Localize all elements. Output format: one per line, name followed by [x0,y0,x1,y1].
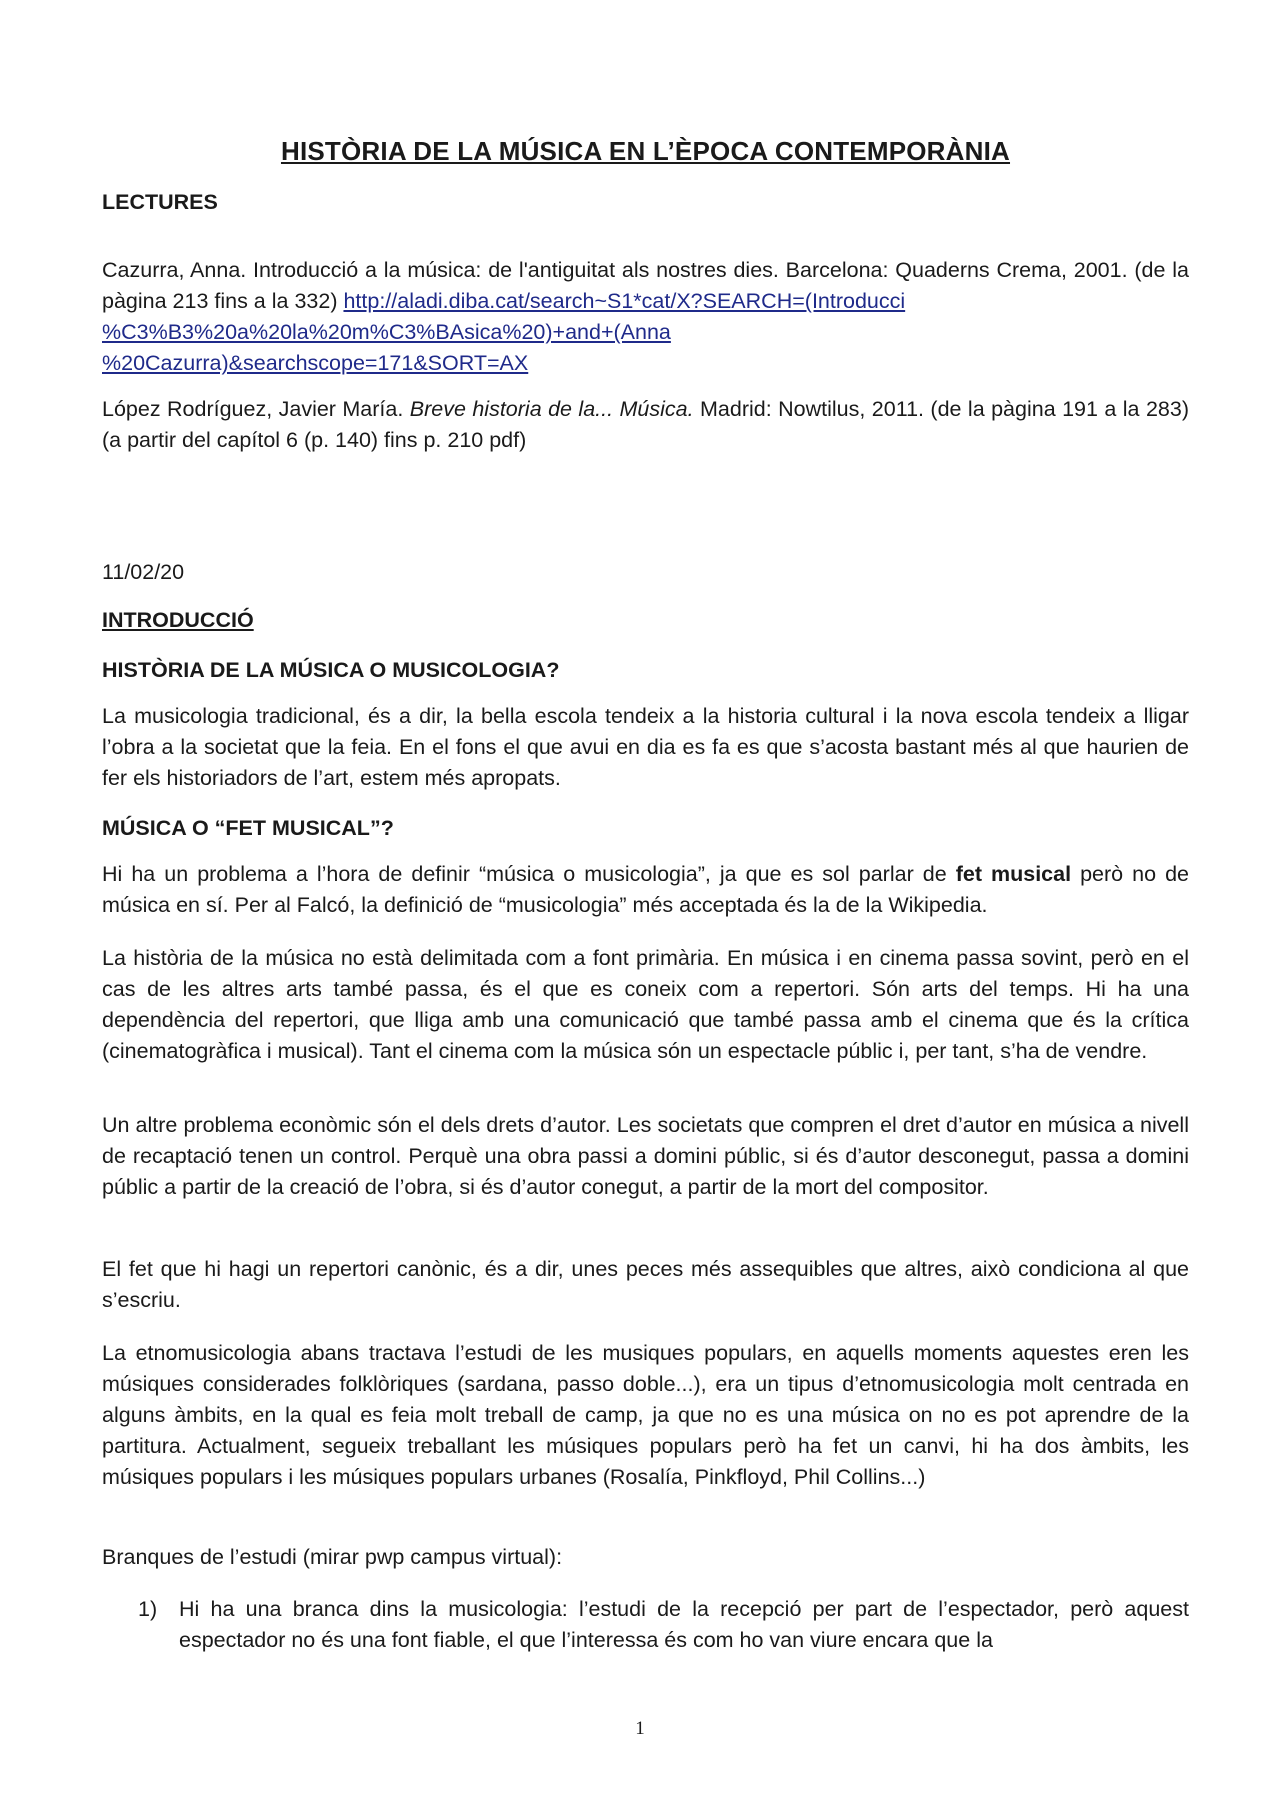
reading-1-link-line-1[interactable]: http://aladi.diba.cat/search~S1*cat/X?SEARCH=(Introducci [343,289,906,313]
section-2-paragraph-5-text: La etnomusicologia abans tractava l’estudi de les musiques populars, en aquells moments aquestes eren les músiques considerades folklòriques (sardana, passo doble...), era un tipus d’etnomusicologia molt centrada en alguns àmbits, en la qual es feia molt treball de camp, ja que no es una música on no es pot aprendre de la partitura. Actualment, segueix treballant les músiques populars però ha fet un canvi, hi ha dos àmbits, les músiques populars i les músiques populars urbanes (Rosalía, Pinkfloyd, Phil Collins...) [102,1341,1189,1489]
reading-1-link-line-2[interactable]: %C3%B3%20a%20la%20m%C3%BAsica%20)+and+(Anna [102,320,671,344]
section-2-paragraph-3 [102,1110,1189,1203]
section-2-paragraph-3-text: Un altre problema econòmic són el dels drets d’autor. Les societats que compren el dret d’autor en música a nivell de recaptació tenen un control. Perquè una obra passi a domini públic, si és d’autor desconegut, passa a domini públic a partir de la creació de l’obra, si és d’autor conegut, a partir de la mort del compositor. [102,1113,1189,1199]
section-2-paragraph-5 [102,1338,1189,1493]
paragraph-part: Hi ha un problema a l’hora de definir “música o musicologia”, ja que es sol parlar de [102,862,956,886]
reading-2 [102,394,1189,456]
page-number: 1 [635,1718,645,1739]
list-item-number: 1) [138,1597,158,1621]
reading-2-book-title: Breve historia de la... Música. [409,397,694,421]
reading-2-author: López Rodríguez, Javier María. [102,397,410,421]
section-2-paragraph-2-text: La història de la música no està delimitada com a font primària. En música i en cinema passa sovint, però en el cas de les altres arts també passa, és el que es coneix com a repertori. Són arts del temps. Hi ha una dependència del repertori, que lliga amb una comunicació que també passa amb el cinema que és la crítica (cinematogràfica i musical). Tant el cinema com la música són un espectacle públic i, per tant, s’ha de vendre. [102,946,1189,1063]
section-2-paragraph-4 [102,1254,1189,1316]
section-2-paragraph-2 [102,943,1189,1067]
list-item-text: Hi ha una branca dins la musicologia: l’estudi de la recepció per part de l’espectador, però aquest espectador no és una font fiable, el que l’interessa és com ho van viure encara que la [179,1597,1189,1652]
reading-1 [102,255,1189,379]
section-1-paragraph [102,701,1189,794]
section-2-heading: MÚSICA O “FET MUSICAL”? [102,816,394,840]
date: 11/02/20 [102,560,185,584]
reading-1-link-line-3[interactable]: %20Cazurra)&searchscope=171&SORT=AX [102,351,529,375]
document-title: HISTÒRIA DE LA MÚSICA EN L’ÈPOCA CONTEMPORÀNIA [280,136,1011,166]
intro-heading: INTRODUCCIÓ [102,608,254,632]
reading-2-text [102,394,1189,456]
paragraph-part: però no de música en sí. Per al Falcó, la definició de “musicologia” més acceptada és la de la Wikipedia. [102,862,1190,917]
reading-1-text [102,255,1189,379]
reading-2-details: Madrid: Nowtilus, 2011. (de la pàgina 191 a la 283) (a partir del capítol 6 (p. 140) fins p. 210 pdf) [102,397,1189,452]
branches-intro-text: Branques de l’estudi (mirar pwp campus virtual): [102,1545,563,1569]
section-2-paragraph-1 [102,859,1189,921]
section-1-paragraph-text: La musicologia tradicional, és a dir, la bella escola tendeix a la historia cultural i la nova escola tendeix a lligar l’obra a la societat que la feia. En el fons el que avui en dia es fa es que s’acosta bastant més al que haurien de fer els historiadors de l’art, estem més apropats. [102,704,1189,790]
bold-term: fet musical [955,862,1072,886]
section-2-paragraph-1-text [102,859,1189,921]
lectures-heading: LECTURES [102,190,218,214]
section-1-heading: HISTÒRIA DE LA MÚSICA O MUSICOLOGIA? [102,658,560,682]
section-2-paragraph-4-text: El fet que hi hagi un repertori canònic, és a dir, unes peces més assequibles que altres, això condiciona al que s’escriu. [102,1257,1189,1312]
reading-1-citation: Cazurra, Anna. Introducció a la música: de l'antiguitat als nostres dies. Barcelona: Quaderns Crema, 2001. (de la pàgina 213 fins a la 332) [102,258,1189,313]
branches-intro [102,1542,1189,1573]
